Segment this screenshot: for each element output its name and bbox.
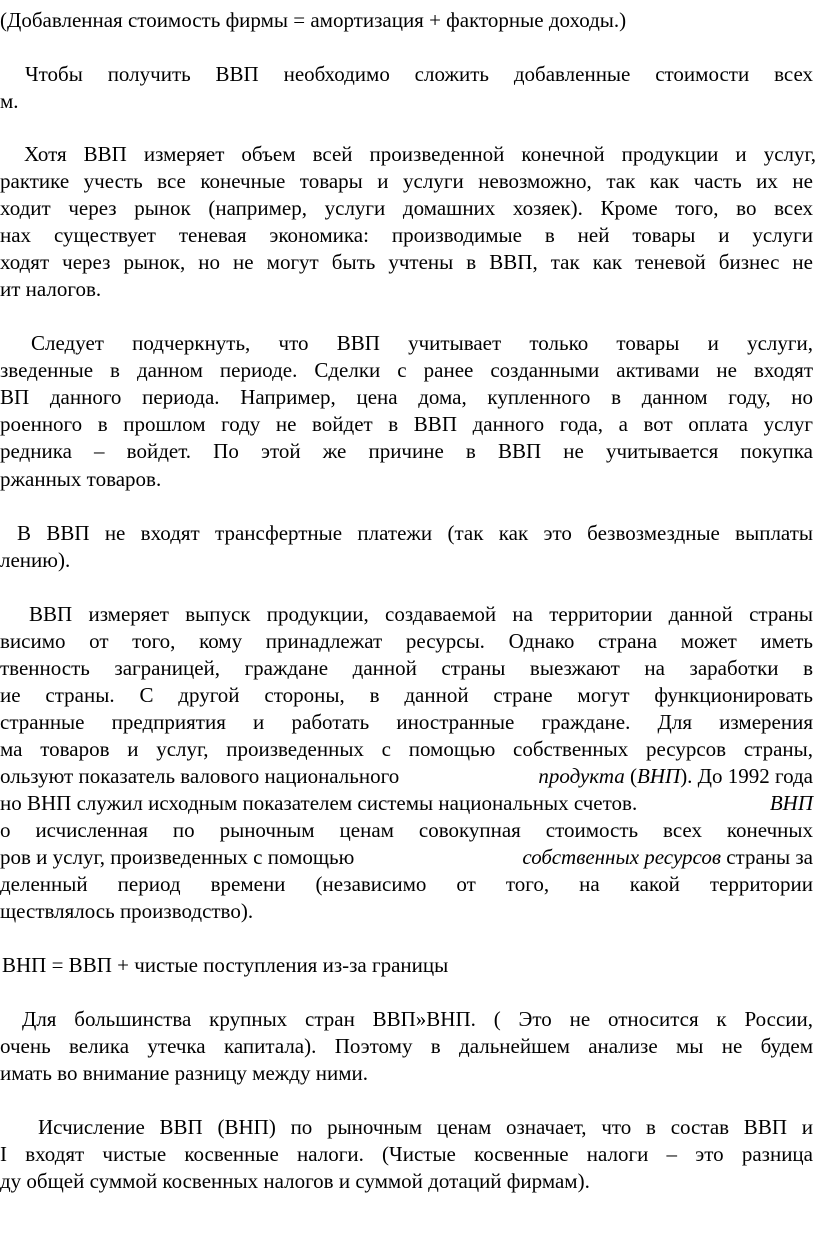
term-own-resources: собственных ресурсов	[522, 845, 721, 869]
paragraph-1-line-2: м.	[0, 89, 19, 113]
paragraph-7-line-3: имать во внимание разницу между ними.	[0, 1061, 368, 1085]
paragraph-5-line-7-end: ). До 1992 года	[680, 764, 813, 788]
paragraph-7-line-2: очень велика утечка капитала). Поэтому в дальнейшем анализе мы не будем	[0, 1034, 813, 1058]
paragraph-2-line-2: рактике учесть все конечные товары и услуги невозможно, так как часть их не	[0, 169, 813, 193]
paragraph-1-line-1-text: Чтобы получить ВВП необходимо сложить добавленные стоимости всех	[25, 62, 813, 86]
paragraph-5-line-6: ма товаров и услуг, произведенных с помощью собственных ресурсов страны,	[0, 737, 813, 761]
paragraph-5-line-10	[0, 842, 813, 872]
paragraph-5-line-7-paren: (	[624, 764, 638, 788]
paragraph-2-line-6: ит налогов.	[0, 277, 102, 301]
paragraph-5-line-10-end: страны за	[720, 845, 813, 869]
paragraph-8-line-2: I входят чистые косвенные налоги. (Чистые косвенные налоги – это разница	[0, 1142, 813, 1166]
paragraph-3-line-4: роенного в прошлом году не войдет в ВВП данного года, а вот оплата услуг	[0, 412, 813, 436]
paragraph-1-line-1	[25, 59, 813, 89]
paragraph-3-line-1: Следует подчеркнуть, что ВВП учитывает только товары и услуги,	[31, 331, 813, 355]
gnp-formula: ВНП = ВВП + чистые поступления из-за границы	[2, 953, 449, 977]
paragraph-5-line-11: деленный период времени (независимо от того, на какой территории	[0, 872, 813, 896]
paragraph-3-line-5: редника – войдет. По этой же причине в ВВП не учитывается покупка	[0, 439, 813, 463]
paragraph-4-line-2: лению).	[0, 548, 71, 572]
paragraph-8-line-1: Исчисление ВВП (ВНП) по рыночным ценам означает, что в состав ВВП и	[38, 1115, 813, 1139]
term-gnp-italic: ВНП	[769, 791, 813, 815]
paragraph-5-line-12: ществлялось производство).	[0, 899, 254, 923]
paragraph-3-line-6: ржанных товаров.	[0, 467, 162, 491]
paragraph-2-line-3: ходит через рынок (например, услуги домашних хозяек). Кроме того, во всех	[0, 196, 813, 220]
paragraph-5-line-7-rest	[538, 761, 813, 791]
paragraph-5-line-8	[0, 788, 813, 818]
paragraph-2-line-5: ходят через рынок, но не могут быть учтены в ВВП, так как теневой бизнес не	[0, 250, 813, 274]
term-product: продукта	[538, 764, 625, 788]
paragraph-5-line-4: ие страны. С другой стороны, в данной стране могут функционировать	[0, 683, 813, 707]
paragraph-5-line-1: ВВП измеряет выпуск продукции, создаваемой на территории данной страны	[29, 602, 813, 626]
term-gnp-abbrev: ВНП	[637, 764, 681, 788]
paragraph-5-line-10-rest	[522, 842, 813, 872]
paragraph-4-line-1: В ВВП не входят трансфертные платежи (так как это безвозмездные выплаты	[17, 521, 813, 545]
paragraph-3-line-2: зведенные в данном периоде. Сделки с ранее созданными активами не входят	[0, 358, 813, 382]
paragraph-5-line-7-a: ользуют показатель валового национального	[0, 764, 400, 788]
paragraph-8-line-3: ду общей суммой косвенных налогов и суммой дотаций фирмам).	[0, 1169, 590, 1193]
paragraph-5-line-5: странные предприятия и работать иностранные граждане. Для измерения	[0, 710, 813, 734]
paragraph-7-line-1: Для большинства крупных стран ВВП»ВНП. ( Это не относится к России,	[22, 1007, 813, 1031]
paragraph-5-line-9: о исчисленная по рыночным ценам совокупная стоимость всех конечных	[0, 818, 813, 842]
paragraph-2-line-1: Хотя ВВП измеряет объем всей произведенной конечной продукции и услуг,	[24, 142, 816, 166]
paragraph-5-line-10-a: ров и услуг, произведенных с помощью	[0, 845, 355, 869]
paragraph-5-line-8-a: но ВНП служил исходным показателем системы национальных счетов.	[0, 791, 638, 815]
paragraph-2-line-4: нах существует теневая экономика: производимые в ней товары и услуги	[0, 223, 813, 247]
paragraph-0-line-1: (Добавленная стоимость фирмы = амортизация + факторные доходы.)	[0, 8, 627, 32]
paragraph-3-line-3: ВП данного периода. Например, цена дома, купленного в данном году, но	[0, 385, 813, 409]
paragraph-5-line-7	[0, 761, 813, 791]
paragraph-5-line-2: висимо от того, кому принадлежат ресурсы. Однако страна может иметь	[0, 629, 813, 653]
paragraph-5-line-3: твенность заграницей, граждане данной страны выезжают на заработки в	[0, 656, 813, 680]
